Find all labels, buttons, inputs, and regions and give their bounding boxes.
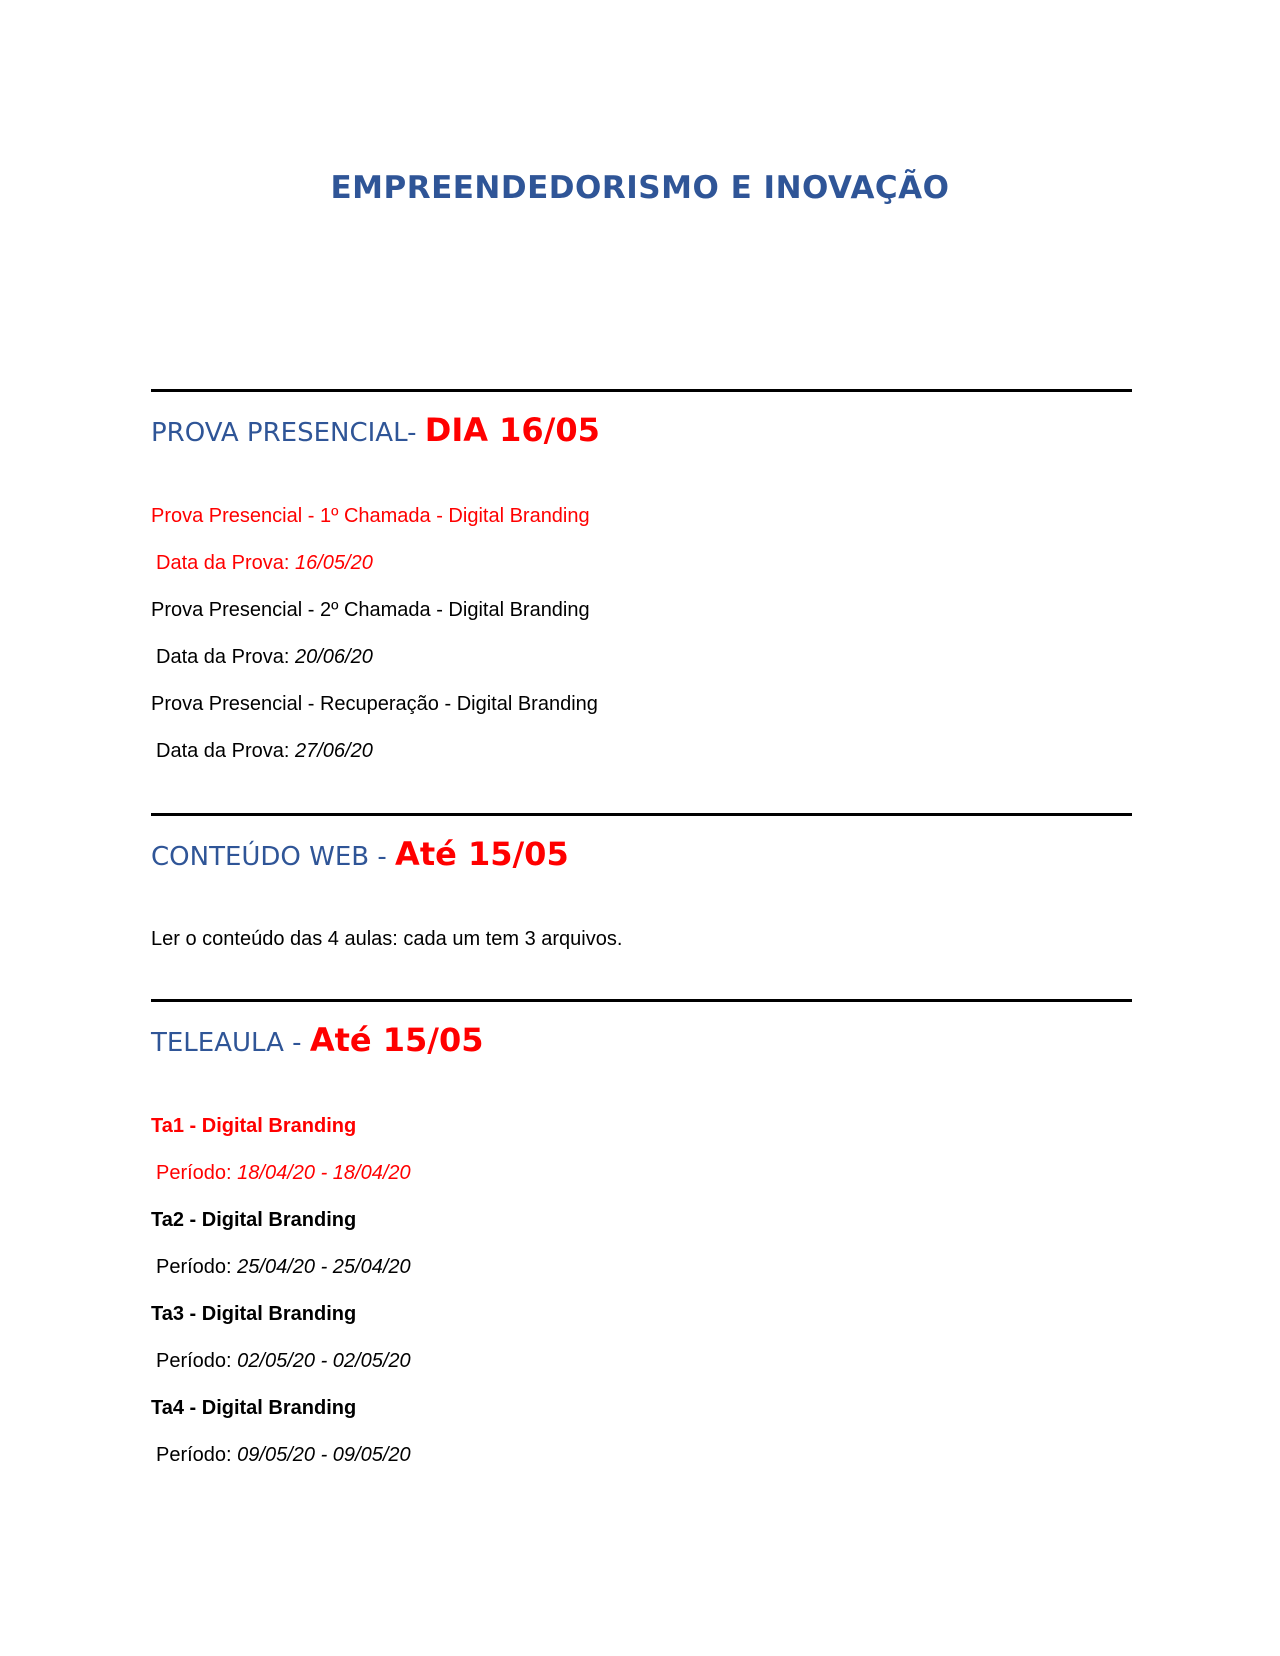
teleaula-item-4-name: Ta4 - Digital Branding <box>151 1397 357 1419</box>
teleaula-item-2-name: Ta2 - Digital Branding <box>151 1209 357 1231</box>
section-heading-prova <box>151 411 600 449</box>
prova-item-3-date-label: Data da Prova: <box>156 740 295 762</box>
prova-item-3-date <box>156 739 373 763</box>
prova-item-2-date-label: Data da Prova: <box>156 646 295 668</box>
section-heading-teleaula-label: TELEAULA - <box>151 1028 310 1058</box>
section-divider-prova <box>151 389 1132 392</box>
teleaula-item-3-period-label: Período: <box>156 1350 238 1372</box>
section-deadline-prova: DIA 16/05 <box>424 411 600 449</box>
prova-item-2-date <box>156 645 373 669</box>
prova-item-3-name: Prova Presencial - Recuperação - Digital Branding <box>151 693 598 715</box>
section-divider-conteudo <box>151 813 1132 816</box>
teleaula-item-1-period-value: 18/04/20 - 18/04/20 <box>237 1162 411 1184</box>
prova-item-3-date-value: 27/06/20 <box>294 740 373 762</box>
section-heading-conteudo <box>151 835 569 873</box>
teleaula-item-2-period-value: 25/04/20 - 25/04/20 <box>237 1256 411 1278</box>
teleaula-item-4-period-value: 09/05/20 - 09/05/20 <box>237 1444 411 1466</box>
teleaula-item-1-period-label: Período: <box>156 1162 238 1184</box>
section-heading-conteudo-label: CONTEÚDO WEB - <box>151 842 396 872</box>
teleaula-item-2-period-label: Período: <box>156 1256 238 1278</box>
prova-item-2-date-value: 20/06/20 <box>294 646 373 668</box>
prova-item-1-name: Prova Presencial - 1º Chamada - Digital Branding <box>151 505 590 527</box>
teleaula-item-1-name: Ta1 - Digital Branding <box>151 1115 357 1137</box>
teleaula-item-3-period <box>156 1349 411 1373</box>
prova-item-1-date-value: 16/05/20 <box>294 552 373 574</box>
conteudo-text: Ler o conteúdo das 4 aulas: cada um tem 3 arquivos. <box>151 928 623 950</box>
section-heading-prova-label: PROVA PRESENCIAL- <box>151 418 425 448</box>
teleaula-item-3-period-value: 02/05/20 - 02/05/20 <box>237 1350 411 1372</box>
prova-item-1-date <box>156 551 373 575</box>
teleaula-item-3-name: Ta3 - Digital Branding <box>151 1303 357 1325</box>
prova-item-1-date-label: Data da Prova: <box>156 552 295 574</box>
teleaula-item-4-period-label: Período: <box>156 1444 238 1466</box>
prova-item-2-name: Prova Presencial - 2º Chamada - Digital Branding <box>151 599 590 621</box>
section-deadline-conteudo: Até 15/05 <box>395 835 569 873</box>
teleaula-item-4-period <box>156 1443 411 1467</box>
teleaula-item-2-period <box>156 1255 411 1279</box>
section-deadline-teleaula: Até 15/05 <box>309 1021 484 1059</box>
teleaula-item-1-period <box>156 1161 411 1185</box>
section-divider-teleaula <box>151 999 1132 1002</box>
section-heading-teleaula <box>151 1021 483 1059</box>
page-title: EMPREENDEDORISMO E INOVAÇÃO <box>330 170 950 206</box>
